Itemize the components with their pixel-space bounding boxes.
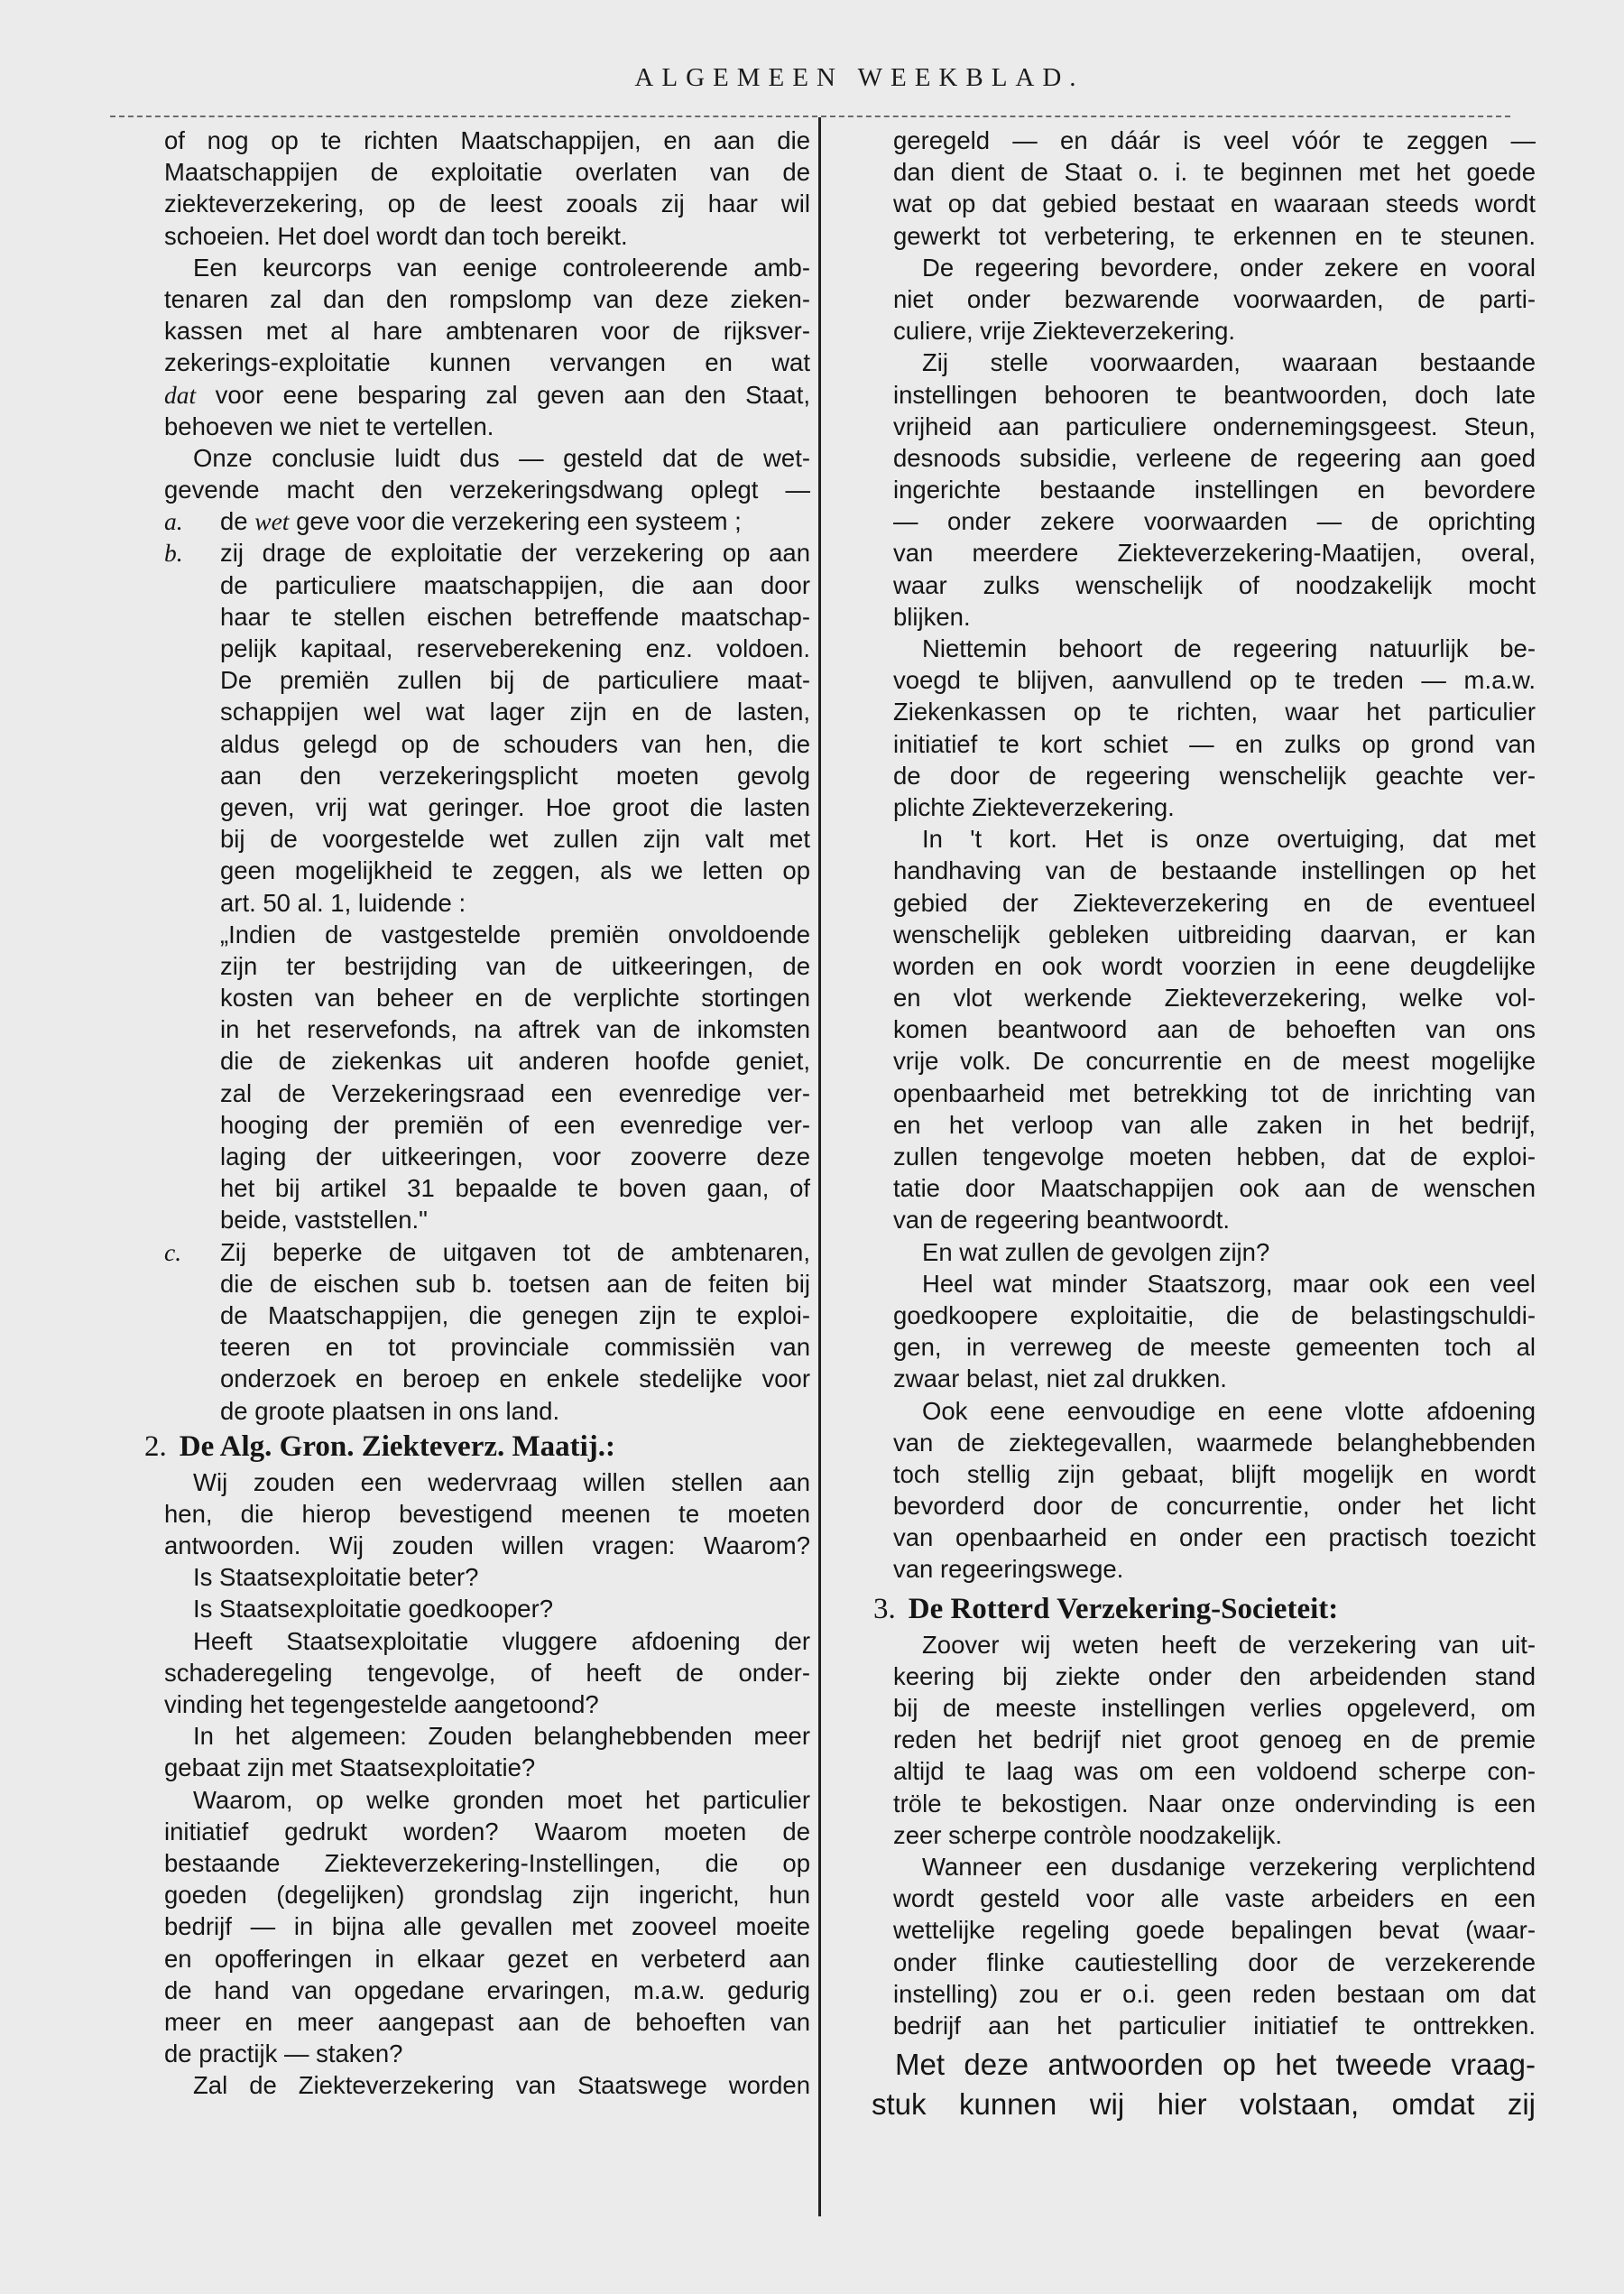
emphasis: dat [164,380,197,409]
text-line: bedrijf aan het particulier initiatief te onttrekken. [893,2011,1536,2040]
text-line: Waarom, op welke gronden moet het particulier [193,1785,810,1814]
column-divider [818,117,821,2216]
text-line: worden en ook wordt voorzien in eene deugdelijke [893,951,1536,980]
text-line: goedkoopere exploitaitie, die de belastingschuldi- [893,1300,1536,1329]
paragraph [893,823,1536,1235]
text-line: zekerings-exploitatie kunnen vervangen en wat [164,348,810,377]
text-line: tröle te bekostigen. Naar onze ondervinding is een [893,1789,1536,1818]
quote-line: kosten van beheer en de verplichte stortingen [220,984,810,1013]
text-line [164,1236,810,1268]
text-line: de Maatschappijen, die genegen zijn te exploi- [220,1300,810,1329]
text-line: aldus gelegd op de schouders van hen, die [220,729,810,758]
section-heading-3 [873,1589,1536,1629]
text-line: voegd te blijven, aanvullend op te treden — m.a.w. [893,666,1536,695]
list-marker: a. [164,507,183,536]
text-line: van openbaarheid en onder een practisch toezicht [893,1523,1536,1552]
text-run: de [220,507,248,536]
text-line: altijd te laag was om een voldoend scherpe con- [893,1757,1536,1786]
text-line: gevende macht den verzekeringsdwang oplegt — [164,476,810,504]
text-line: Niettemin behoort de regeering natuurlijk be- [922,634,1536,662]
text-line: onder flinke cautiestelling door de verzekerende [893,1947,1536,1976]
text-line: wat op dat gebied bestaat en waaraan steeds wordt [893,190,1536,218]
text-line: goeden (degelijken) grondslag zijn ingericht, hun [164,1881,810,1910]
text-line: instelling) zou er o.i. geen reden bestaan om dat [893,1979,1536,2008]
text-line: behoeven we niet te vertellen. [164,412,494,440]
paragraph [893,125,1536,252]
section-title: De Rotterd Verzekering-Societeit: [908,1592,1339,1625]
text-line: van meerdere Ziekteverzekering-Maatijen, overal, [893,539,1536,568]
text-line: meer en meer aangepast aan de behoeften van [164,2007,810,2036]
text-line: haar te stellen eischen betreffende maatschap- [220,602,810,631]
text-line: bedrijf — in bijna alle gevallen met zooveel moeite [164,1912,810,1941]
text-line: art. 50 al. 1, luidende : [220,888,466,917]
text-line: onderzoek en beroep en enkele stedelijke voor [220,1364,810,1393]
text-line: ingerichte bestaande instellingen en bevordere [893,476,1536,504]
text-line: Ook eene eenvoudige en eene vlotte afdoening [922,1396,1536,1425]
text-line: Een keurcorps van eenige controleerende amb- [193,253,810,282]
text-line: kassen met al hare ambtenaren voor de rijksver- [164,317,810,346]
text-line: Is Staatsexploitatie goedkooper? [193,1595,554,1623]
text-line: bij de voorgestelde wet zullen zijn valt met [220,825,810,854]
paragraph [164,125,810,252]
text-line: niet onder bezwarende voorwaarden, de parti- [893,284,1536,313]
text-line: waar zulks wenschelijk of noodzakelijk mocht [893,570,1536,599]
text-line: tatie door Maatschappijen ook aan de wenschen [893,1174,1536,1203]
paragraph [893,347,1536,633]
text-line: gewerkt tot verbetering, te erkennen en te steunen. [893,221,1536,250]
text-line: de door de regeering wenschelijk geachte ver- [893,761,1536,790]
left-column [144,125,811,2101]
text-line: en opofferingen in elkaar gezet en verbeterd aan [164,1944,810,1973]
text-line: tenaren zal dan den rompslomp van deze zieken- [164,284,810,313]
text-line: initiatief te kort schiet — en zulks op grond van [893,729,1536,758]
section-heading-2 [144,1427,810,1466]
text-line: de groote plaatsen in ons land. [220,1396,560,1425]
quote-line: hooging der premiën of een evenredige ver- [220,1110,810,1139]
text-line: toch stellig zijn gebaat, blijft mogelijk en wordt [893,1459,1536,1488]
quote-line: die de ziekenkas uit anderen hoofde geniet, [220,1047,810,1076]
text-line: Wanneer een dusdanige verzekering verplichtend [922,1852,1536,1881]
text-line: — onder zekere voorwaarden — de oprichting [893,507,1536,536]
text-line: plichte Ziekteverzekering. [893,792,1175,821]
list-item-b [164,537,810,1235]
quote-line: zijn ter bestrijding van de uitkeeringen, de [220,951,810,980]
text-line: keering bij ziekte onder den arbeidenden stand [893,1661,1536,1690]
text-line: Zoover wij weten heeft de verzekering van uit- [922,1630,1536,1659]
text-line: en het verloop van alle zaken in het bedrijf, [893,1110,1536,1139]
text-line: Zal de Ziekteverzekering van Staatswege worden [193,2071,810,2100]
emphasis: wet [254,507,290,536]
text-line: Maatschappijen de exploitatie overlaten van de [164,158,810,187]
text-line: aan den verzekeringsplicht moeten gevolg [220,761,810,790]
list-marker: b. [164,539,183,568]
text-line: komen beantwoord aan de behoeften van ons [893,1015,1536,1044]
text-line: Heel wat minder Staatszorg, maar ook een veel [922,1269,1536,1298]
closing-paragraph [872,2045,1536,2124]
text-line: teeren en tot provinciale commissiën van [220,1333,810,1362]
text-line: En wat zullen de gevolgen zijn? [922,1237,1270,1266]
masthead-title: ALGEMEEN WEEKBLAD. [634,63,1084,92]
list-marker: c. [164,1237,182,1266]
text-line [164,505,810,537]
text-line: vinding het tegengestelde aangetoond? [164,1690,599,1718]
text-line: van regeeringswege. [893,1555,1124,1584]
text-line: antwoorden. Wij zouden willen vragen: Waarom? [164,1531,810,1560]
text-line: die de eischen sub b. toetsen aan de feiten bij [220,1269,810,1298]
text-line: vrijheid aan particuliere ondernemingsgeest. Steun, [893,412,1536,440]
text-line: De premiën zullen bij de particuliere maat- [220,666,810,695]
text-line: bestaande Ziekteverzekering-Instellingen, die op [164,1848,810,1877]
text-line: Is Staatsexploitatie beter? [193,1563,479,1592]
quote-line: het bij artikel 31 bepaalde te boven gaan, of [220,1174,810,1203]
quote-line: beide, vaststellen." [220,1206,428,1235]
section-2-body [164,1466,810,2102]
quote-line: in het reservefonds, na aftrek van de inkomsten [220,1015,810,1044]
text-line: geven, vrij wat geringer. Hoe groot die lasten [220,792,810,821]
text-line: van de regeering beantwoordt. [893,1206,1231,1235]
text-line: de particuliere maatschappijen, die aan door [220,570,810,599]
text-run: voor eene besparing zal geven aan den Staat, [215,380,811,409]
text-line: Met deze antwoorden op het tweede vraag- [895,2048,1536,2082]
text-line: de hand van opgedane ervaringen, m.a.w. gedurig [164,1975,810,2004]
text-line: schaderegeling tengevolge, of heeft de onder- [164,1658,810,1687]
paragraph [893,1236,1536,1268]
paragraph [164,252,810,442]
section-3-body [893,1629,1536,2041]
text-line: pelijk kapitaal, reserveberekening enz. voldoen. [220,634,810,662]
text-line [164,379,810,411]
text-line: van de ziektegevallen, waarmede belanghebbenden [893,1428,1536,1457]
text-line: schoeien. Het doel wordt dan toch bereikt. [164,221,628,250]
text-line: dan dient de Staat o. i. te beginnen met het goede [893,158,1536,187]
text-line: geregeld — en dáár is veel vóór te zeggen — [893,126,1536,154]
paragraph [164,442,810,505]
text-line: Ziekenkassen op te richten, waar het particulier [893,698,1536,726]
text-line: de practijk — staken? [164,2040,403,2068]
text-line: bij de meeste instellingen verlies opgeleverd, om [893,1694,1536,1722]
text-line: ziekteverzekering, op de leest zooals zij haar wil [164,190,810,218]
quote-line: „Indien de vastgestelde premiën onvoldoende [220,920,810,948]
text-line: wenschelijk gebleken uitbreiding daarvan, er kan [893,920,1536,948]
text-run: geve voor die verzekering een systeem ; [296,507,742,536]
text-line: desnoods subsidie, verleene de regeering aan goed [893,443,1536,472]
text-line [164,537,810,569]
text-line: vrije volk. De concurrentie en de meest mogelijke [893,1047,1536,1076]
text-line: gebaat zijn met Staatsexploitatie? [164,1753,536,1782]
text-line: en vlot werkende Ziekteverzekering, welke vol- [893,984,1536,1013]
text-line: wettelijke regeling goede bepalingen bevat (waar- [893,1916,1536,1945]
text-line: Heeft Staatsexploitatie vluggere afdoening der [193,1626,810,1655]
text-line: Onze conclusie luidt dus — gesteld dat de wet- [193,443,810,472]
text-line: stuk kunnen wij hier volstaan, omdat zij [872,2087,1536,2122]
section-title: De Alg. Gron. Ziekteverz. Maatij.: [179,1429,616,1463]
text-line: openbaarheid met betrekking tot de inrichting van [893,1078,1536,1107]
text-line: In het algemeen: Zouden belanghebbenden meer [193,1722,810,1751]
text-line: wordt gesteld voor alle vaste arbeiders en een [893,1884,1536,1913]
paragraph [893,252,1536,347]
section-number: 3. [873,1592,896,1625]
quote-line: zal de Verzekeringsraad een evenredige ver- [220,1078,810,1107]
text-line: hen, die hierop bevestigend meenen te moeten [164,1499,810,1528]
text-line: initiatief gedrukt worden? Waarom moeten de [164,1817,810,1845]
text-line: In 't kort. Het is onze overtuiging, dat met [922,825,1536,854]
text-line: blijken. [893,602,971,631]
text-line: Wij zouden een wedervraag willen stellen aan [193,1467,810,1496]
text-line: bevorderd door de concurrentie, onder het licht [893,1492,1536,1521]
text-line: geen mogelijkheid te zeggen, als we letten op [220,856,810,885]
text-line: of nog op te richten Maatschappijen, en aan die [164,126,810,154]
text-run: zij drage de exploitatie der verzekering op aan [220,539,810,568]
text-line: handhaving van de bestaande instellingen op het [893,856,1536,885]
text-line: gebied der Ziekteverzekering en de eventueel [893,888,1536,917]
quote-line: laging der uitkeeringen, voor zooverre deze [220,1142,810,1170]
paragraph [893,633,1536,823]
list-item-c [164,1236,810,1427]
text-line: culiere, vrije Ziekteverzekering. [893,317,1236,346]
right-column [872,125,1536,2124]
section-number: 2. [144,1429,167,1463]
text-line: De regeering bevordere, onder zekere en vooral [922,253,1536,282]
text-line: instellingen behooren te beantwoorden, doch late [893,380,1536,409]
text-run: Zij beperke de uitgaven tot de ambtenaren, [220,1237,810,1266]
text-line: zullen tengevolge moeten hebben, dat de exploi- [893,1142,1536,1170]
text-line: schappijen wel wat lager zijn en de lasten, [220,698,810,726]
text-line: reden het bedrijf niet groot genoeg en de premie [893,1725,1536,1754]
paragraph [893,1395,1536,1586]
header-rule [110,116,1510,117]
text-line: gen, in verreweg de meeste gemeenten toch al [893,1333,1536,1362]
text-line: zeer scherpe contròle noodzakelijk. [893,1820,1283,1849]
list-item-a [164,505,810,537]
paragraph [893,1268,1536,1395]
text-line: Zij stelle voorwaarden, waaraan bestaande [922,348,1536,377]
text-line: zwaar belast, niet zal drukken. [893,1364,1227,1393]
